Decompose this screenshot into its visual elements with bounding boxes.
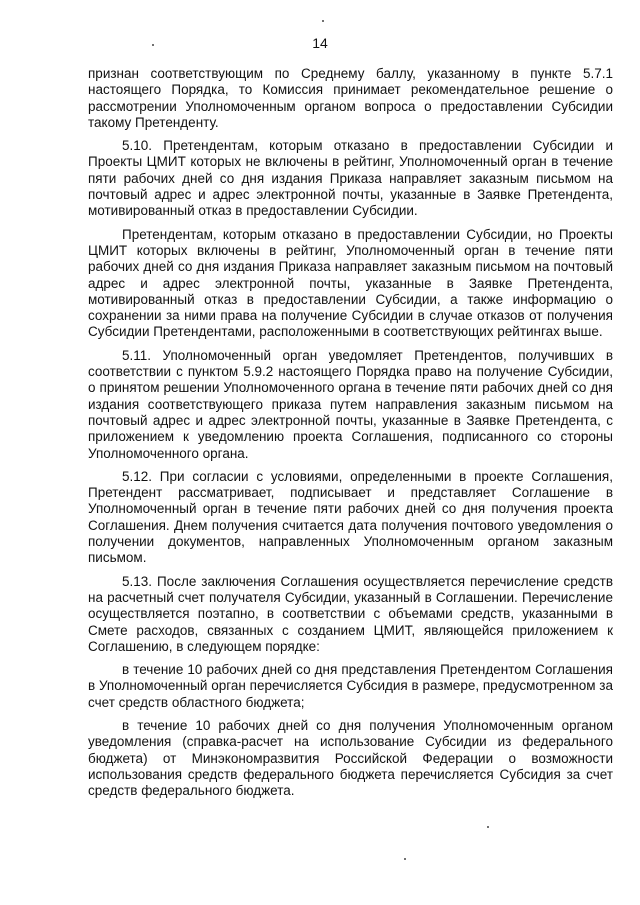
paragraph-5-10-cont: Претендентам, которым отказано в предоставлении Субсидии, но Проекты ЦМИТ которых включены в рейтинг, Уполномоченный орган в течение пяти рабочих дней со дня издания Приказа направляет заказным письмом на почтовый адрес и адрес электронной почты, указанные в Заявке Претендента, мотивированный отказ в предоставлении Субсидии, а также информацию о сохранении за ними права на получение Субсидии в случае отказов от получения Субсидии Претендентами, расположенными в соответствующих рейтингах выше. [88, 226, 613, 340]
paragraph-5-13-item-2: в течение 10 рабочих дней со дня получения Уполномоченным органом уведомления (справка-расчет на использование Субсидии из федерального бюджета) от Минэкономразвития Российской Федерации о возможности использования средств федерального бюджета перечисляется Субсидия за счет средств федерального бюджета. [88, 717, 613, 799]
paragraph-5-12: 5.12. При согласии с условиями, определенными в проекте Соглашения, Претендент рассматривает, подписывает и представляет Соглашение в Уполномоченный орган в течение пяти рабочих дней со дня получения проекта Соглашения. Днем получения считается дата получения почтового уведомления о получении документов, направленных Уполномоченным органом заказным письмом. [88, 468, 613, 566]
paragraph-5-13-item-1: в течение 10 рабочих дней со дня представления Претендентом Соглашения в Уполномоченный орган перечисляется Субсидия в размере, предусмотренном за счет средств областного бюджета; [88, 662, 613, 710]
scan-speck [322, 20, 324, 22]
paragraph-5-10: 5.10. Претендентам, которым отказано в предоставлении Субсидии и Проекты ЦМИТ которых не включены в рейтинг, Уполномоченный орган в течение пяти рабочих дней со дня издания Приказа направляет заказным письмом на почтовый адрес и адрес электронной почты, указанные в Заявке Претендента, мотивированный отказ в предоставлении Субсидии. [88, 138, 613, 219]
document-body [88, 66, 613, 806]
scan-speck [152, 44, 154, 46]
scan-speck [487, 826, 489, 828]
paragraph-5-11: 5.11. Уполномоченный орган уведомляет Претендентов, получивших в соответствии с пунктом 5.9.2 настоящего Порядка право на получение Субсидии, о принятом решении Уполномоченного органа в течение пяти рабочих дней со дня издания соответствующего приказа путем направления заказным письмом на почтовый адрес и адрес электронной почты, указанные в Заявке Претендента, с приложением к уведомлению проекта Соглашения, подписанного со стороны Уполномоченного органа. [88, 347, 613, 461]
paragraph-continuation: признан соответствующим по Среднему баллу, указанному в пункте 5.7.1 настоящего Порядка, то Комиссия принимает рекомендательное решение о рассмотрении Уполномоченным органом вопроса о предоставлении Субсидии такому Претенденту. [88, 66, 613, 130]
paragraph-5-13: 5.13. После заключения Соглашения осуществляется перечисление средств на расчетный счет получателя Субсидии, указанный в Соглашении. Перечисление осуществляется поэтапно, в соответствии с объемами средств, указанными в Смете расходов, связанных с созданием ЦМИТ, являющейся приложением к Соглашению, в следующем порядке: [88, 573, 613, 654]
scan-speck [404, 858, 406, 860]
page-number: 14 [312, 35, 328, 51]
